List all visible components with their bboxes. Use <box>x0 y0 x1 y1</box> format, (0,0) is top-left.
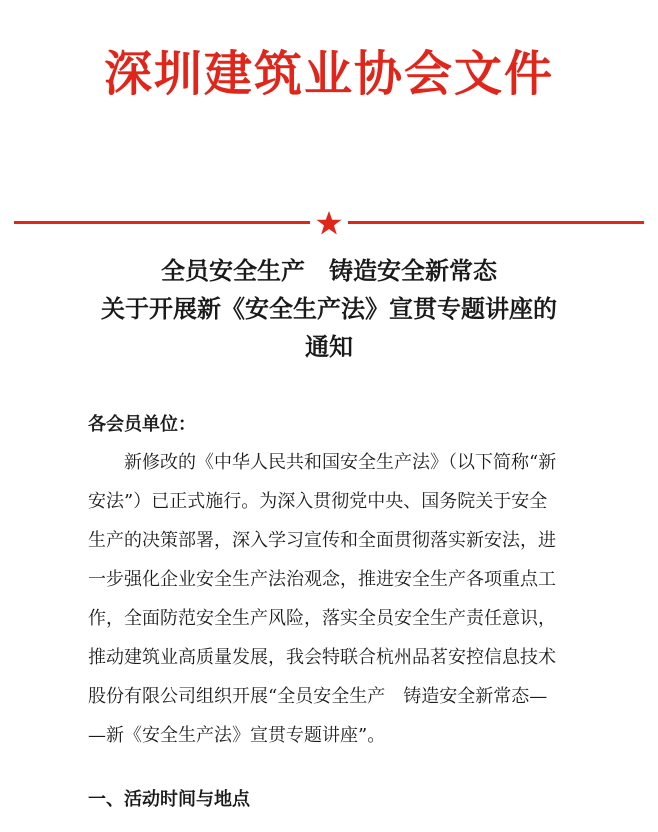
body-paragraph-line: 安法”）已正式施行。为深入贯彻党中央、国务院关于安全 <box>88 491 548 512</box>
section-heading-activity-time-location: 一、活动时间与地点 <box>88 789 250 810</box>
star-icon <box>314 210 344 236</box>
red-divider <box>14 210 644 236</box>
body-paragraph-line: 生产的决策部署，深入学习宣传和全面贯彻落实新安法，进 <box>88 530 556 551</box>
divider-line-left <box>14 221 310 224</box>
body-paragraph-line: 推动建筑业高质量发展，我会特联合杭州品茗安控信息技术 <box>88 647 556 668</box>
document-title-line-2: 关于开展新《安全生产法》宣贯专题讲座的 <box>101 295 557 323</box>
document-org-title: 深圳建筑业协会文件 <box>103 46 554 102</box>
document-title-line-1: 全员安全生产 铸造安全新常态 <box>161 257 497 285</box>
body-paragraph-line: 作，全面防范安全生产风险，落实全员安全生产责任意识， <box>88 608 556 629</box>
body-paragraph-line: 一步强化企业安全生产法治观念，推进安全生产各项重点工 <box>88 569 556 590</box>
body-paragraph-line: —新《安全生产法》宣贯专题讲座”。 <box>88 725 386 746</box>
divider-line-right <box>348 221 644 224</box>
document-title-line-3: 通知 <box>305 333 353 361</box>
salutation: 各会员单位： <box>88 414 196 435</box>
body-paragraph-line: 股份有限公司组织开展“全员安全生产 铸造安全新常态— <box>88 686 548 707</box>
body-paragraph-line: 新修改的《中华人民共和国安全生产法》（以下简称“新 <box>124 452 557 473</box>
